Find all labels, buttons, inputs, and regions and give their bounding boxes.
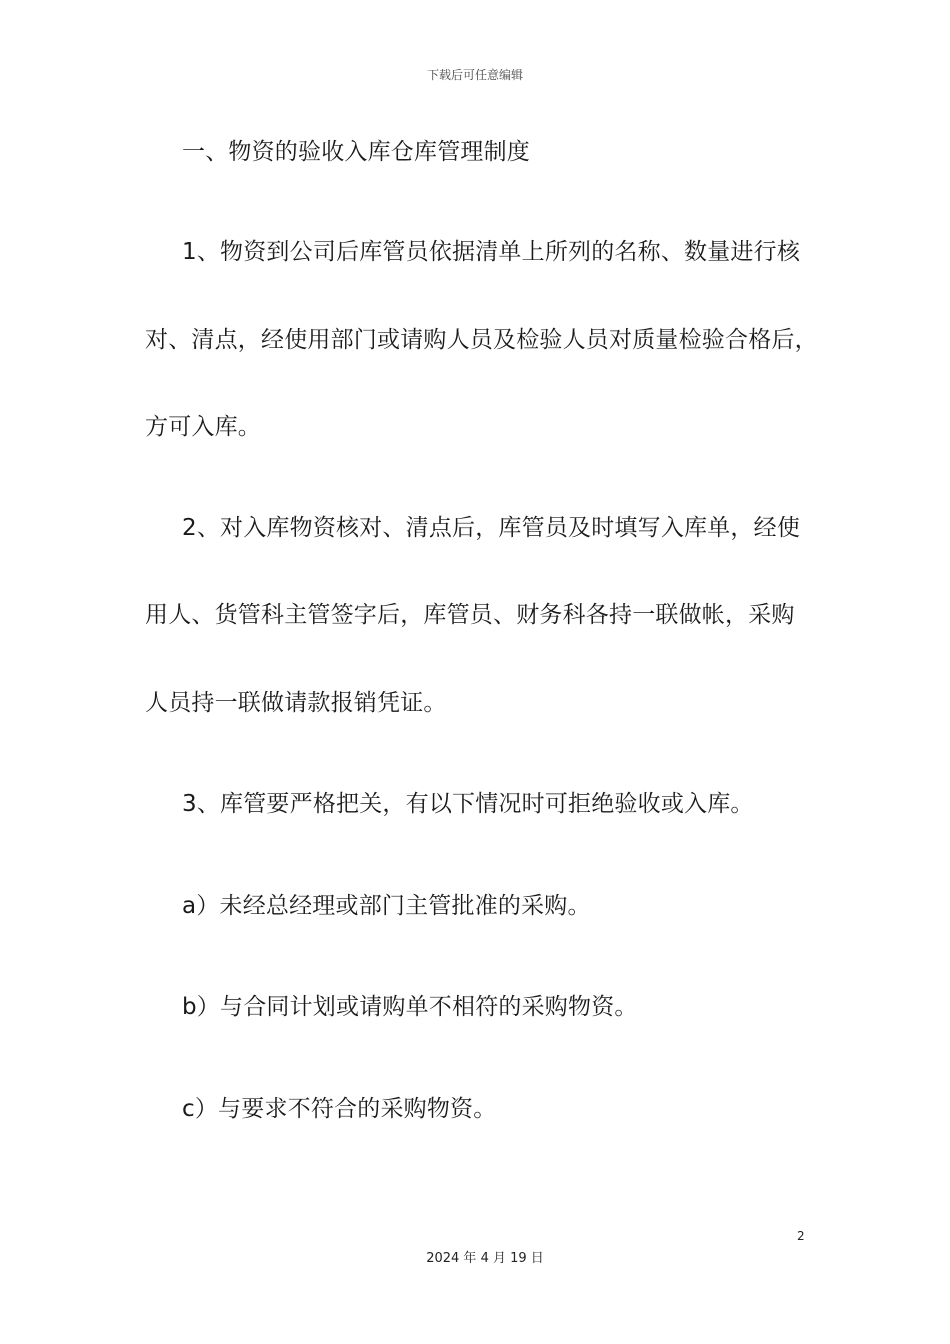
paragraph-1-line-2: 对、清点，经使用部门或请购人员及检验人员对质量检验合格后， (145, 327, 818, 353)
page-header-note: 下载后可任意编辑 (426, 68, 523, 82)
paragraph-1-line-3: 方可入库。 (145, 414, 261, 440)
page-number: 2 (797, 1229, 805, 1243)
list-item-a: a）未经总经理或部门主管批准的采购。 (182, 893, 591, 919)
paragraph-1-line-1: 1、物资到公司后库管员依据清单上所列的名称、数量进行核 (182, 239, 801, 265)
paragraph-3-line-1: 3、库管要严格把关，有以下情况时可拒绝验收或入库。 (182, 791, 754, 817)
paragraph-2-line-2: 用人、货管科主管签字后，库管员、财务科各持一联做帐，采购 (145, 602, 795, 628)
list-item-b: b）与合同计划或请购单不相符的采购物资。 (182, 994, 638, 1020)
section-title: 一、物资的验收入库仓库管理制度 (182, 139, 530, 165)
paragraph-2-line-1: 2、对入库物资核对、清点后，库管员及时填写入库单，经使 (182, 515, 801, 541)
paragraph-2-line-3: 人员持一联做请款报销凭证。 (145, 690, 447, 716)
list-item-c: c）与要求不符合的采购物资。 (182, 1096, 497, 1122)
footer-date: 2024 年 4 月 19 日 (426, 1251, 544, 1266)
